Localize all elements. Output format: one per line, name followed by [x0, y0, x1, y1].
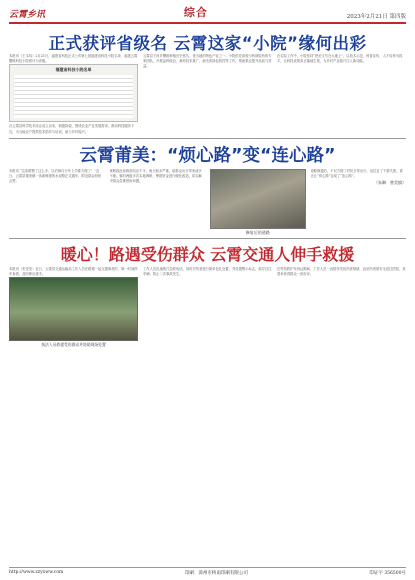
- article-3-col-3: [277, 267, 406, 348]
- article-1-figure: [9, 64, 138, 122]
- masthead-rule: [9, 22, 406, 24]
- article-2-author: （朱琳 曾美镇）: [374, 180, 406, 186]
- footer-url[interactable]: http://www.zzyxww.com: [9, 570, 64, 575]
- article-2-col-1: [9, 169, 105, 235]
- article-1-lead: 本报讯（王本均）2月21日，福建省科技正式公布第七批福建省科技小院名单，福建云霄樱桃科技小院被评为省级。: [9, 54, 138, 64]
- article-1-col-1: [9, 54, 138, 135]
- article-2-text-2: 该路段此前路面坑洼不平，雨天积水严重，给群众出行带来诸多不便。镇村两级多次实地调研，筹措资金进行硬化改造，切实解决群众急难愁盼问题。: [109, 168, 202, 184]
- rescue-photo: [9, 277, 138, 341]
- article-3-text-3: 在等待救护车到达期间，工作人员一直陪伴安抚伤者情绪，直至伤者被安全送往医院，其善举获得群众一致好评。: [277, 267, 406, 277]
- road-photo: [210, 169, 306, 229]
- issue-date: 2023年2月21日: [346, 14, 388, 20]
- footer-phone: 印证字 356500号: [369, 571, 406, 576]
- article-1-text-3: 在实际工作中，小院坚持“把论文写在大地上”，以技术示范、科普宣传、人才培养为抓手，让科技成果真正落地生根，为乡村产业振兴注入新动能。: [277, 54, 403, 64]
- issue-number: 第四版: [389, 14, 406, 20]
- headline-2: 云霄莆美：“烦心路”变“连心路”: [79, 145, 336, 166]
- article-1-figure-caption: 福建省科技小院名单: [55, 67, 92, 73]
- divider: [9, 238, 406, 239]
- footer-publisher: 印刷：漳州市桥南印刷有限公司: [184, 571, 248, 576]
- article-3-text-2: 工作人员迅速拨打急救电话，同时对伤者进行简单包扎处置，并设置警示标志，疏导过往车辆，防止二次事故发生。: [143, 267, 272, 277]
- article-3-col-2: [143, 267, 272, 348]
- paper-name: 云霄乡讯: [9, 10, 46, 20]
- headline-1: 正式获评省级名 云霄这家“小院”缘何出彩: [48, 34, 367, 53]
- divider: [9, 138, 406, 139]
- page-footer: [9, 567, 406, 576]
- article-1-col-3: [277, 54, 406, 135]
- road-photo-caption: 修复后的道路: [245, 229, 270, 235]
- article-2-text-3: 道路修通后，不仅方便了村民日常出行，也拉近了干群关系，真正让“烦心路”变成了“连心路”。: [310, 168, 403, 179]
- section-name: 综合: [183, 6, 208, 19]
- article-2-col-3: [311, 169, 407, 235]
- article-1-text-1b: 自云霄县科学技术协会成立以来，积极探索，围绕农业产业发展需求，推动科技服务下沉，为当地农户提供技术指导与培训，助力乡村振兴。: [9, 124, 135, 134]
- article-2-columns: [9, 169, 406, 235]
- headline-3: 暖心！路遇受伤群众 云霄交通人伸手救援: [60, 245, 355, 265]
- article-1-col-2: [143, 54, 272, 135]
- rescue-photo-caption: 执法人员救援受伤群众并协助现场处置: [41, 342, 106, 348]
- document-image: [14, 75, 133, 118]
- article-2-col-2: [110, 169, 206, 235]
- article-1-columns: [9, 54, 406, 135]
- article-3-col-photo: [9, 267, 138, 348]
- article-3-text-1: 本报讯（朱莹莹）近日，云霄县交通运输局工作人员在路遇一起交通事故时，第一时间停车查看，及时伸出援手。: [9, 267, 138, 277]
- article-2-text-1: 本报讯 “这条路整了这么多，以后骑自行车上学都方便了！”近日，云霄县莆美镇一条新修建的水泥路正式通车，附近群众纷纷点赞。: [9, 168, 102, 184]
- issue-meta: [347, 12, 406, 20]
- masthead: [9, 6, 406, 20]
- article-2-col-photo: [210, 169, 306, 235]
- article-3-columns: [9, 267, 406, 348]
- article-1-text-2: 云霄县下河乡樱桃种植历史悠久，是当地的特色产业之一。小院依托高校与科研院所的专家团队，开展品种改良、栽培技术推广、病虫害绿色防控等工作，帮助果农提升品质与效益。: [143, 54, 272, 69]
